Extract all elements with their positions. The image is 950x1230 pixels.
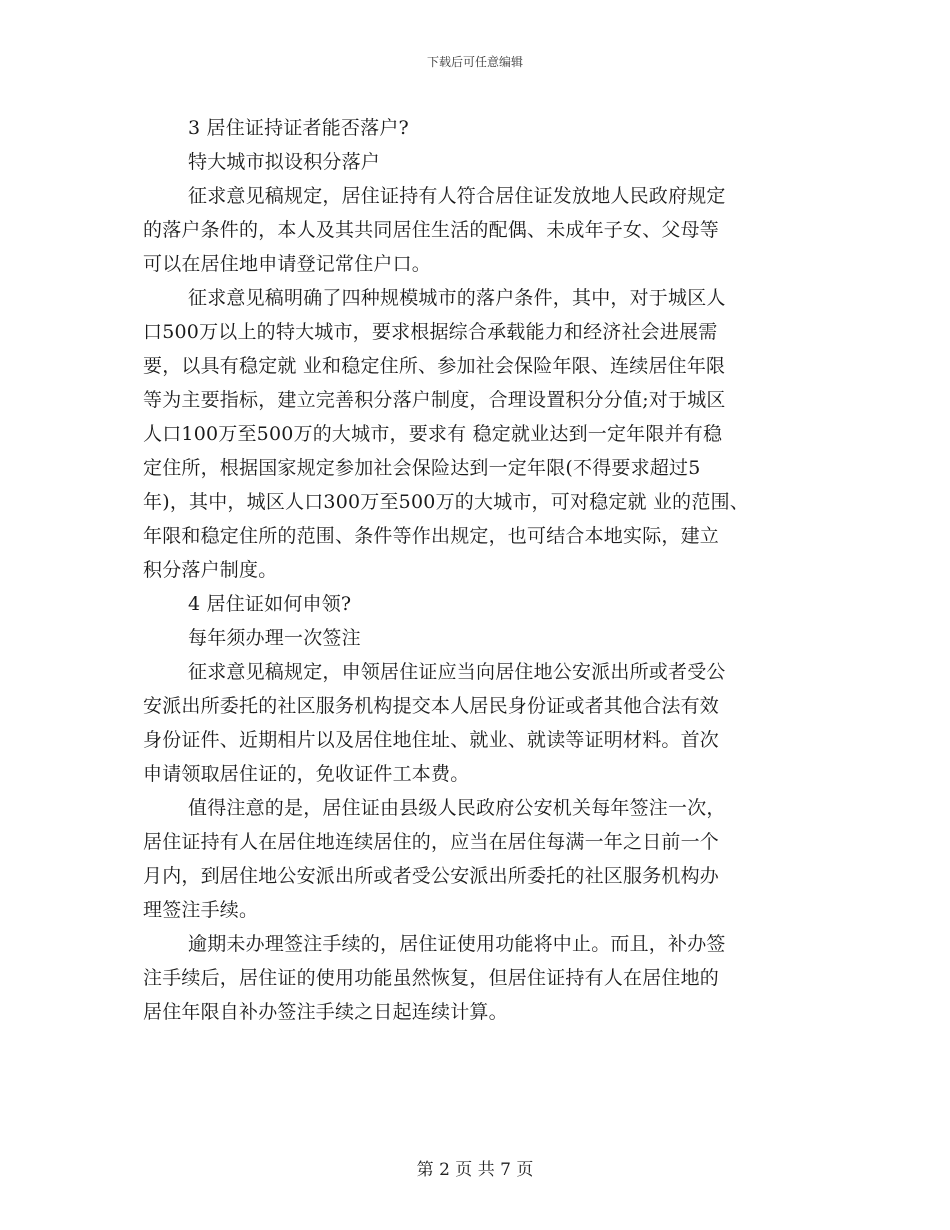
paragraph-line: 申请领取居住证的，免收证件工本费。 xyxy=(143,763,470,785)
paragraph-line: 注手续后，居住证的使用功能虽然恢复，但居住证持有人在居住地的 xyxy=(143,967,720,989)
paragraph-line: 理签注手续。 xyxy=(143,899,259,921)
page-header-note: 下载后可任意编辑 xyxy=(426,55,523,69)
paragraph-line: 年)，其中，城区人口300万至500万的大城市，可对稳定就 业的范围、 xyxy=(143,491,749,513)
page-number: 第 2 页 共 7 页 xyxy=(416,1160,534,1180)
document-body xyxy=(143,113,843,1031)
paragraph-line: 可以在居住地申请登记常住户口。 xyxy=(143,253,432,275)
paragraph-line: 等为主要指标，建立完善积分落户制度，合理设置积分分值;对于城区 xyxy=(143,389,726,411)
paragraph-line: 逾期未办理签注手续的，居住证使用功能将中止。而且，补办签 xyxy=(188,933,726,955)
paragraph-line: 月内，到居住地公安派出所或者受公安派出所委托的社区服务机构办 xyxy=(143,865,720,887)
paragraph-line: 的落户条件的，本人及其共同居住生活的配偶、未成年子女、父母等 xyxy=(143,219,720,241)
paragraph-line: 身份证件、近期相片以及居住地住址、就业、就读等证明材料。首次 xyxy=(143,729,720,751)
paragraph-line: 值得注意的是，居住证由县级人民政府公安机关每年签注一次， xyxy=(188,797,726,819)
paragraph-line: 征求意见稿规定，居住证持有人符合居住证发放地人民政府规定 xyxy=(188,185,726,207)
section-heading: 3 居住证持证者能否落户? xyxy=(188,117,409,139)
paragraph-line: 安派出所委托的社区服务机构提交本人居民身份证或者其他合法有效 xyxy=(143,695,720,717)
paragraph-line: 定住所，根据国家规定参加社会保险达到一定年限(不得要求超过5 xyxy=(143,457,701,479)
paragraph-line: 要，以具有稳定就 业和稳定住所、参加社会保险年限、连续居住年限 xyxy=(143,355,726,377)
paragraph-line: 积分落户制度。 xyxy=(143,559,278,581)
paragraph-line: 征求意见稿明确了四种规模城市的落户条件，其中，对于城区人 xyxy=(188,287,726,309)
paragraph-line: 口500万以上的特大城市，要求根据综合承载能力和经济社会进展需 xyxy=(143,321,718,343)
paragraph-line: 人口100万至500万的大城市，要求有 稳定就业达到一定年限并有稳 xyxy=(143,423,723,445)
section-subheading: 每年须办理一次签注 xyxy=(188,627,361,649)
section-subheading: 特大城市拟设积分落户 xyxy=(188,151,381,173)
paragraph-line: 居住证持有人在居住地连续居住的，应当在居住每满一年之日前一个 xyxy=(143,831,720,853)
paragraph-line: 年限和稳定住所的范围、条件等作出规定，也可结合本地实际，建立 xyxy=(143,525,720,547)
paragraph-line: 征求意见稿规定，申领居住证应当向居住地公安派出所或者受公 xyxy=(188,661,726,683)
section-heading: 4 居住证如何申领? xyxy=(188,593,352,615)
paragraph-line: 居住年限自补办签注手续之日起连续计算。 xyxy=(143,1001,508,1023)
